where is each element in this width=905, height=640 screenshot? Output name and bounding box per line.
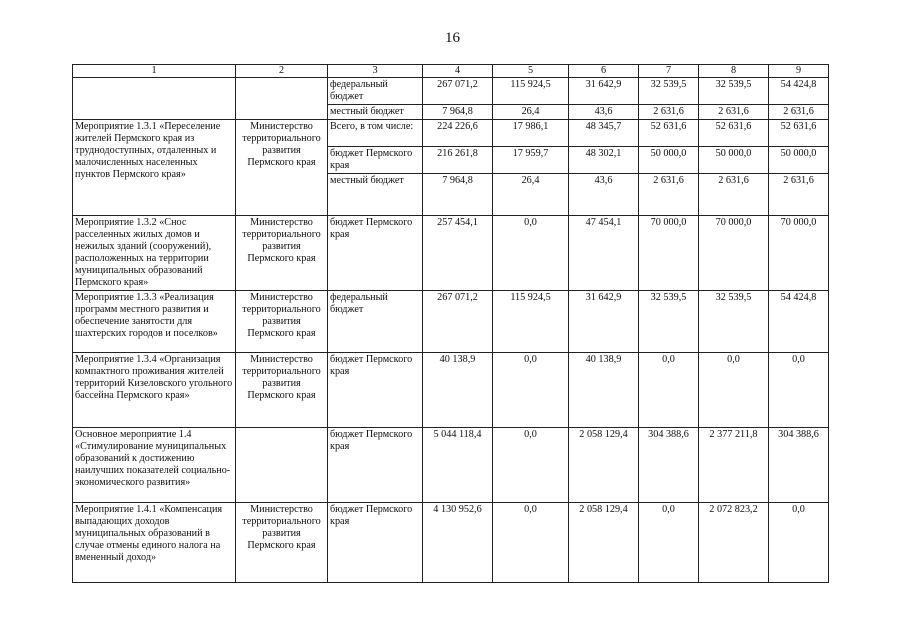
value-cell-col-5: 115 924,5 bbox=[493, 291, 569, 353]
funding-source-cell: бюджет Пермского края bbox=[328, 147, 423, 174]
value-cell-col-8: 52 631,6 bbox=[699, 120, 769, 147]
page-number: 16 bbox=[445, 30, 460, 46]
responsible-cell bbox=[236, 78, 328, 120]
funding-source-cell: бюджет Пермского края bbox=[328, 216, 423, 291]
value-cell-col-4: 4 130 952,6 bbox=[423, 503, 493, 583]
value-cell-col-8: 50 000,0 bbox=[699, 147, 769, 174]
value-cell-col-7: 50 000,0 bbox=[639, 147, 699, 174]
value-cell-col-5: 26,4 bbox=[493, 174, 569, 216]
activity-name-cell: Мероприятие 1.3.4 «Организация компактного проживания жителей территорий Кизеловского угольного бассейна Пермского края» bbox=[73, 353, 236, 428]
responsible-cell: Министерство территориального развития Пермского края bbox=[236, 353, 328, 428]
responsible-cell: Министерство территориального развития Пермского края bbox=[236, 216, 328, 291]
value-cell-col-5: 115 924,5 bbox=[493, 78, 569, 105]
value-cell-col-5: 0,0 bbox=[493, 353, 569, 428]
value-cell-col-4: 40 138,9 bbox=[423, 353, 493, 428]
table-body bbox=[73, 65, 829, 583]
value-cell-col-9: 70 000,0 bbox=[769, 216, 829, 291]
value-cell-col-8: 32 539,5 bbox=[699, 78, 769, 105]
value-cell-col-8: 2 631,6 bbox=[699, 174, 769, 216]
table-row bbox=[73, 120, 829, 147]
activity-name-cell: Мероприятие 1.4.1 «Компенсация выпадающих доходов муниципальных образований в случае отмены единого налога на вмененный доход» bbox=[73, 503, 236, 583]
value-cell-col-9: 0,0 bbox=[769, 353, 829, 428]
value-cell-col-6: 47 454,1 bbox=[569, 216, 639, 291]
funding-source-cell: федеральный бюджет bbox=[328, 78, 423, 105]
value-cell-col-6: 2 058 129,4 bbox=[569, 503, 639, 583]
value-cell-col-9: 50 000,0 bbox=[769, 147, 829, 174]
column-number-7: 7 bbox=[639, 65, 699, 78]
table-row bbox=[73, 78, 829, 105]
funding-source-cell: бюджет Пермского края bbox=[328, 353, 423, 428]
column-number-9: 9 bbox=[769, 65, 829, 78]
value-cell-col-7: 32 539,5 bbox=[639, 78, 699, 105]
value-cell-col-4: 224 226,6 bbox=[423, 120, 493, 147]
value-cell-col-4: 267 071,2 bbox=[423, 78, 493, 105]
activity-name-cell: Мероприятие 1.3.3 «Реализация программ местного развития и обеспечение занятости для шахтерских городов и поселков» bbox=[73, 291, 236, 353]
column-number-3: 3 bbox=[328, 65, 423, 78]
value-cell-col-9: 2 631,6 bbox=[769, 105, 829, 120]
funding-source-cell: бюджет Пермского края bbox=[328, 428, 423, 503]
column-number-2: 2 bbox=[236, 65, 328, 78]
value-cell-col-6: 48 345,7 bbox=[569, 120, 639, 147]
value-cell-col-5: 17 986,1 bbox=[493, 120, 569, 147]
table-row bbox=[73, 216, 829, 291]
activity-name-cell: Мероприятие 1.3.2 «Снос расселенных жилых домов и нежилых зданий (сооружений), расположенных на территории муниципальных образований Пермского края» bbox=[73, 216, 236, 291]
value-cell-col-5: 0,0 bbox=[493, 428, 569, 503]
column-number-4: 4 bbox=[423, 65, 493, 78]
value-cell-col-6: 31 642,9 bbox=[569, 78, 639, 105]
value-cell-col-7: 2 631,6 bbox=[639, 105, 699, 120]
value-cell-col-6: 43,6 bbox=[569, 174, 639, 216]
table-row bbox=[73, 503, 829, 583]
budget-table bbox=[72, 64, 829, 583]
value-cell-col-4: 257 454,1 bbox=[423, 216, 493, 291]
table-row bbox=[73, 428, 829, 503]
value-cell-col-8: 32 539,5 bbox=[699, 291, 769, 353]
responsible-cell: Министерство территориального развития Пермского края bbox=[236, 291, 328, 353]
value-cell-col-9: 0,0 bbox=[769, 503, 829, 583]
value-cell-col-6: 2 058 129,4 bbox=[569, 428, 639, 503]
value-cell-col-6: 31 642,9 bbox=[569, 291, 639, 353]
value-cell-col-4: 5 044 118,4 bbox=[423, 428, 493, 503]
column-number-1: 1 bbox=[73, 65, 236, 78]
value-cell-col-9: 54 424,8 bbox=[769, 291, 829, 353]
value-cell-col-5: 0,0 bbox=[493, 503, 569, 583]
value-cell-col-7: 0,0 bbox=[639, 503, 699, 583]
responsible-cell: Министерство территориального развития Пермского края bbox=[236, 120, 328, 216]
responsible-cell: Министерство территориального развития Пермского края bbox=[236, 503, 328, 583]
table-row bbox=[73, 291, 829, 353]
value-cell-col-5: 17 959,7 bbox=[493, 147, 569, 174]
value-cell-col-7: 70 000,0 bbox=[639, 216, 699, 291]
value-cell-col-7: 52 631,6 bbox=[639, 120, 699, 147]
value-cell-col-7: 304 388,6 bbox=[639, 428, 699, 503]
funding-source-cell: федеральный бюджет bbox=[328, 291, 423, 353]
value-cell-col-8: 70 000,0 bbox=[699, 216, 769, 291]
value-cell-col-5: 26,4 bbox=[493, 105, 569, 120]
value-cell-col-6: 40 138,9 bbox=[569, 353, 639, 428]
funding-source-cell: местный бюджет bbox=[328, 105, 423, 120]
value-cell-col-9: 54 424,8 bbox=[769, 78, 829, 105]
value-cell-col-4: 7 964,8 bbox=[423, 105, 493, 120]
funding-source-cell: местный бюджет bbox=[328, 174, 423, 216]
value-cell-col-4: 7 964,8 bbox=[423, 174, 493, 216]
column-number-6: 6 bbox=[569, 65, 639, 78]
value-cell-col-8: 2 631,6 bbox=[699, 105, 769, 120]
column-number-row bbox=[73, 65, 829, 78]
column-number-8: 8 bbox=[699, 65, 769, 78]
value-cell-col-6: 48 302,1 bbox=[569, 147, 639, 174]
value-cell-col-8: 0,0 bbox=[699, 353, 769, 428]
activity-name-cell bbox=[73, 78, 236, 120]
value-cell-col-9: 304 388,6 bbox=[769, 428, 829, 503]
funding-source-cell: Всего, в том числе: bbox=[328, 120, 423, 147]
responsible-cell bbox=[236, 428, 328, 503]
value-cell-col-6: 43,6 bbox=[569, 105, 639, 120]
value-cell-col-4: 216 261,8 bbox=[423, 147, 493, 174]
funding-source-cell: бюджет Пермского края bbox=[328, 503, 423, 583]
column-number-5: 5 bbox=[493, 65, 569, 78]
value-cell-col-7: 0,0 bbox=[639, 353, 699, 428]
value-cell-col-7: 2 631,6 bbox=[639, 174, 699, 216]
value-cell-col-7: 32 539,5 bbox=[639, 291, 699, 353]
value-cell-col-8: 2 072 823,2 bbox=[699, 503, 769, 583]
activity-name-cell: Мероприятие 1.3.1 «Переселение жителей Пермского края из труднодоступных, отдаленных и малочисленных населенных пунктов Пермского края» bbox=[73, 120, 236, 216]
table-row bbox=[73, 353, 829, 428]
value-cell-col-9: 2 631,6 bbox=[769, 174, 829, 216]
value-cell-col-9: 52 631,6 bbox=[769, 120, 829, 147]
value-cell-col-4: 267 071,2 bbox=[423, 291, 493, 353]
value-cell-col-5: 0,0 bbox=[493, 216, 569, 291]
value-cell-col-8: 2 377 211,8 bbox=[699, 428, 769, 503]
activity-name-cell: Основное мероприятие 1.4 «Стимулирование муниципальных образований к достижению наилучших показателей социально-экономического развития» bbox=[73, 428, 236, 503]
